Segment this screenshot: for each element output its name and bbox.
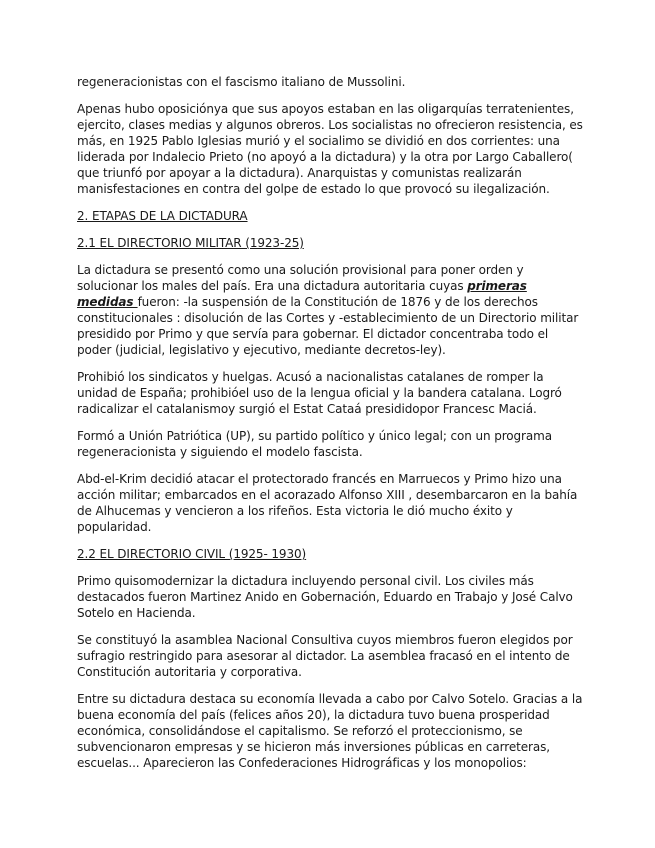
paragraph-alhucemas: Abd-el-Krim decidió atacar el protectorado francés en Marruecos y Primo hizo una acción militar; embarcados en el acorazado Alfonso XIII , desembarcaron en la bahía de Alhucemas y vencieron a los rifeños. Esta victoria le dió mucho éxito y popularidad. — [77, 472, 578, 534]
paragraph-union-patriotica: Formó a Unión Patriótica (UP), su partido político y único legal; con un programa regeneracionista y siguiendo el modelo fascista. — [77, 429, 552, 459]
text-segment: La dictadura se presentó como una solución provisional para poner orden y solucionar los males del país. Era una dictadura autoritaria cuyas — [77, 263, 524, 293]
paragraph-economy: Entre su dictadura destaca su economía llevada a cabo por Calvo Sotelo. Gracias a la buena economía del país (felices años 20), la dictadura tuvo buena prosperidad económica, consolidándose el capitalismo. Se reforzó el proteccionismo, se subvencionaron empresas y se hicieron más inversiones públicas en carreteras, escuelas... Aparecieron las Confederaciones Hidrográficas y los monopolios: — [77, 692, 583, 770]
heading-stages: 2. ETAPAS DE LA DICTADURA — [77, 209, 248, 223]
paragraph-civilians: Primo quisomodernizar la dictadura incluyendo personal civil. Los civiles más destacados fueron Martinez Anido en Gobernación, Eduardo en Trabajo y José Calvo Sotelo en Hacienda. — [77, 574, 573, 620]
heading-military-directory: 2.1 EL DIRECTORIO MILITAR (1923-25) — [77, 236, 304, 250]
text-segment: fueron: -la suspensión de la Constitución de 1876 y de los derechos constitucionales : disolución de las Cortes y -establecimiento de un Directorio militar presidido por Primo y que servía para gobernar. El dictador concentraba todo el poder (judicial, legislativo y ejecutivo, mediante decretos-ley). — [77, 295, 579, 357]
paragraph-intro-end: regeneracionistas con el fascismo italiano de Mussolini. — [77, 75, 406, 89]
paragraph-opposition: Apenas hubo oposiciónya que sus apoyos estaban en las oligarquías terratenientes, ejercito, clases medias y algunos obreros. Los socialistas no ofrecieron resistencia, es más, en 1925 Pablo Iglesias murió y el socialimo se dividió en dos corrientes: una liderada por Indalecio Prieto (no apoyó a la dictadura) y la otra por Largo Caballero( que triunfó por apoyar a la dictadura). Anarquistas y comunistas realizarán manisfestaciones en contra del golpe de estado lo que provocó su ilegalización. — [77, 102, 583, 196]
paragraph-first-measures — [77, 262, 585, 358]
paragraph-assembly: Se constituyó la asamblea Nacional Consultiva cuyos miembros fueron elegidos por sufragio restringido para asesorar al dictador. La asemblea fracasó en el intento de Constitución autoritaria y corporativa. — [77, 633, 573, 679]
paragraph-prohibitions: Prohibió los sindicatos y huelgas. Acusó a nacionalistas catalanes de romper la unidad de España; prohibióel uso de la lengua oficial y la bandera catalana. Logró radicalizar el catalanismoy surgió el Estat Cataá presididopor Francesc Maciá. — [77, 370, 562, 416]
heading-civil-directory: 2.2 EL DIRECTORIO CIVIL (1925- 1930) — [77, 547, 307, 561]
emphasis-primeras-medidas: primeras medidas — [77, 279, 527, 309]
